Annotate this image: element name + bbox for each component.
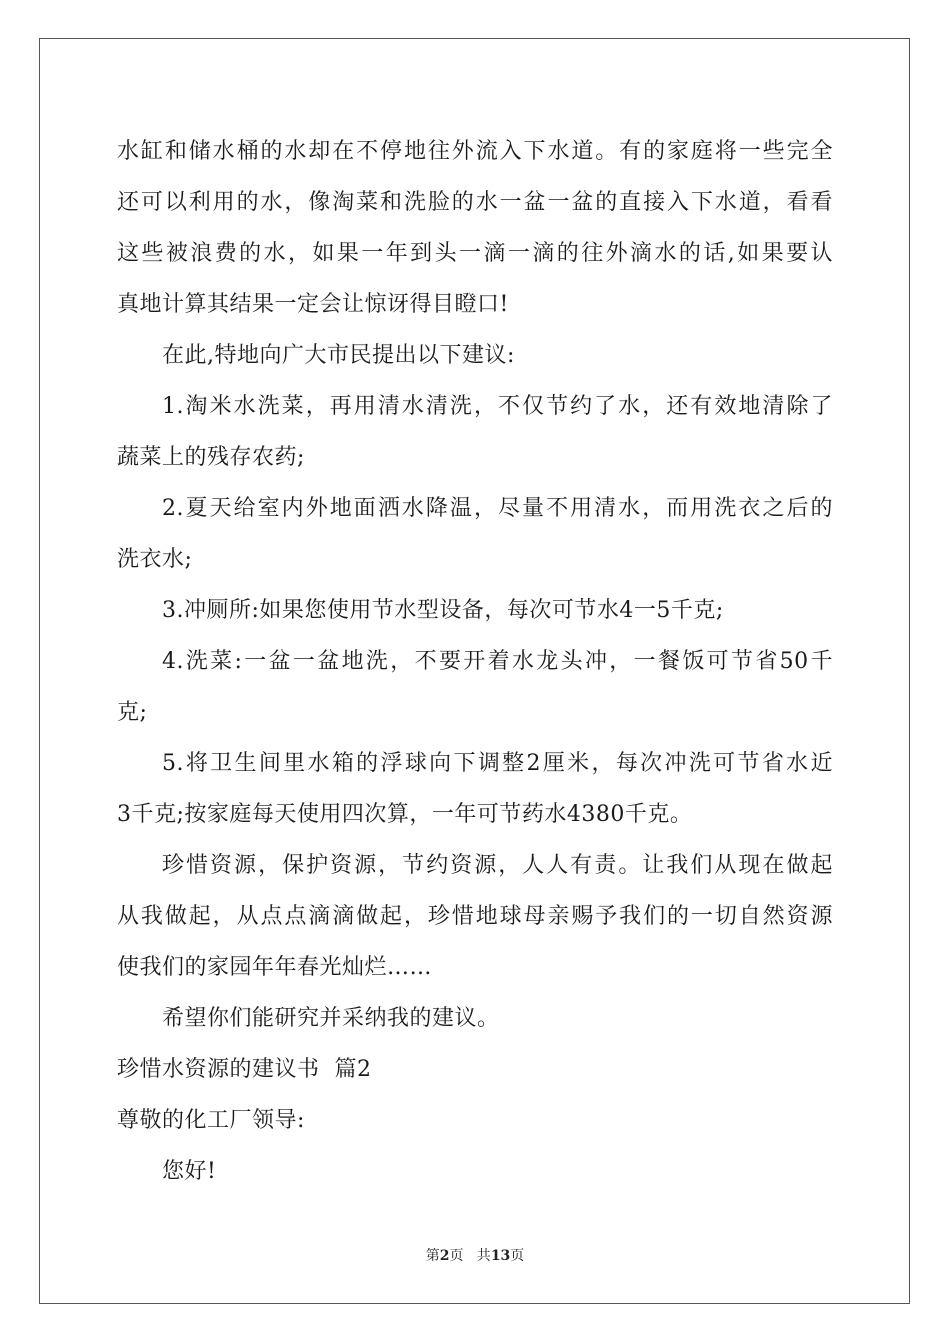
- section-heading: 珍惜水资源的建议书 篇2: [117, 1057, 372, 1082]
- list-item-1-line: 蔬菜上的残存农药;: [117, 445, 305, 470]
- footer-suffix: 页: [510, 1248, 525, 1264]
- list-item-4-line: 克;: [117, 700, 148, 725]
- paragraph-line: 珍惜资源，保护资源，节约资源，人人有责。让我们从现在做起: [162, 853, 833, 878]
- paragraph-line: 水缸和储水桶的水却在不停地往外流入下水道。有的家庭将一些完全: [117, 139, 833, 164]
- paragraph-line: 从我做起，从点点滴滴做起，珍惜地球母亲赐予我们的一切自然资源: [117, 904, 833, 929]
- paragraph-line: 希望你们能研究并采纳我的建议。: [162, 1006, 500, 1031]
- paragraph-line: 还可以利用的水，像淘菜和洗脸的水一盆一盆的直接入下水道，看看: [117, 190, 833, 215]
- greeting: 您好!: [162, 1159, 217, 1184]
- paragraph-line: 使我们的家园年年春光灿烂……: [117, 955, 433, 980]
- footer-middle: 页 共: [449, 1248, 491, 1264]
- list-item-3-line: 3.冲厕所:如果您使用节水型设备，每次可节水4一5千克;: [162, 598, 724, 623]
- paragraph-line: 在此,特地向广大市民提出以下建议:: [162, 343, 515, 368]
- list-item-4-line: 4.洗菜:一盆一盆地洗，不要开着水龙头冲，一餐饭可节省50千: [162, 649, 833, 674]
- footer-current-page: 2: [439, 1248, 450, 1264]
- salutation: 尊敬的化工厂领导:: [117, 1108, 305, 1133]
- page-footer: [0, 1245, 950, 1265]
- footer-prefix: 第: [425, 1248, 440, 1264]
- list-item-2-line: 2.夏天给室内外地面洒水降温，尽量不用清水，而用洗衣之后的: [162, 496, 833, 521]
- list-item-2-line: 洗衣水;: [117, 547, 193, 572]
- list-item-5-line: 5.将卫生间里水箱的浮球向下调整2厘米，每次冲洗可节省水近: [162, 751, 833, 776]
- paragraph-line: 真地计算其结果一定会让惊讶得目瞪口!: [117, 292, 509, 317]
- footer-total-pages: 13: [490, 1248, 511, 1264]
- list-item-5-line: 3千克;按家庭每天使用四次算，一年可节药水4380千克。: [117, 802, 693, 827]
- list-item-1-line: 1.淘米水洗菜，再用清水清洗，不仅节约了水，还有效地清除了: [162, 394, 833, 419]
- document-body: [117, 126, 833, 1197]
- paragraph-line: 这些被浪费的水，如果一年到头一滴一滴的往外滴水的话,如果要认: [117, 241, 833, 266]
